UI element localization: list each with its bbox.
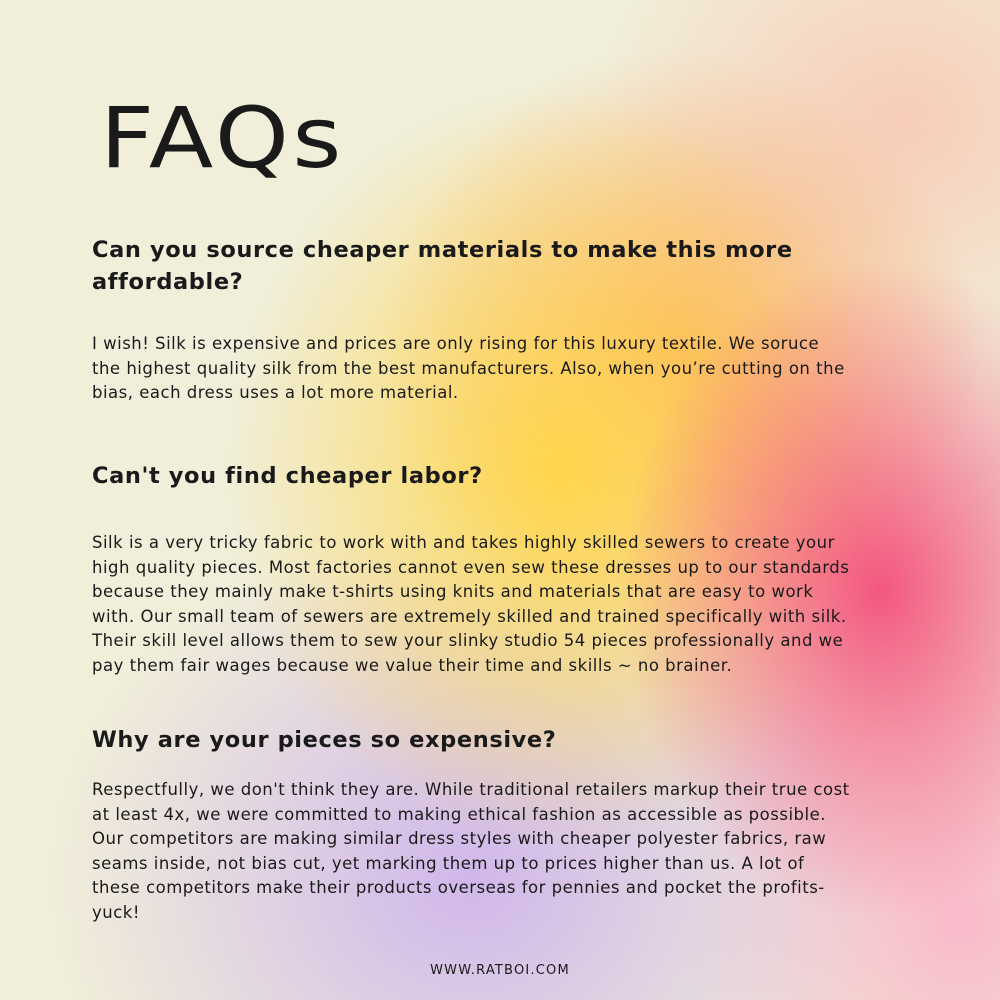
faq-question-expensive: Why are your pieces so expensive? (92, 727, 557, 753)
page-title: FAQs (100, 89, 345, 187)
faq-answer-labor: Silk is a very tricky fabric to work with and takes highly skilled sewers to create your high quality pieces. Most factories cannot even sew these dresses up to our standards because they mainly make t-shirts using knits and materials that are easy to work with. Our small team of sewers are extremely skilled and trained specifically with silk. Their skill level allows them to sew your slinky studio 54 pieces professionally and we pay them fair wages because we value their time and skills ~ no brainer. (92, 533, 850, 675)
faq-question-materials: Can you source cheaper materials to make this more affordable? (92, 237, 793, 295)
faq-answer-expensive: Respectfully, we don't think they are. While traditional retailers markup their true cost at least 4x, we were committed to making ethical fashion as accessible as possible. Our competitors are making similar dress styles with cheaper polyester fabrics, raw seams inside, not bias cut, yet marking them up to prices higher than us. A lot of these competitors make their products overseas for pennies and pocket the profits-yuck! (92, 780, 850, 922)
faq-answer-materials: I wish! Silk is expensive and prices are only rising for this luxury textile. We soruce the highest quality silk from the best manufacturers. Also, when you’re cutting on the bias, each dress uses a lot more material. (92, 334, 845, 402)
footer-website: WWW.RATBOI.COM (430, 963, 570, 978)
faq-question-labor: Can't you find cheaper labor? (92, 463, 483, 489)
